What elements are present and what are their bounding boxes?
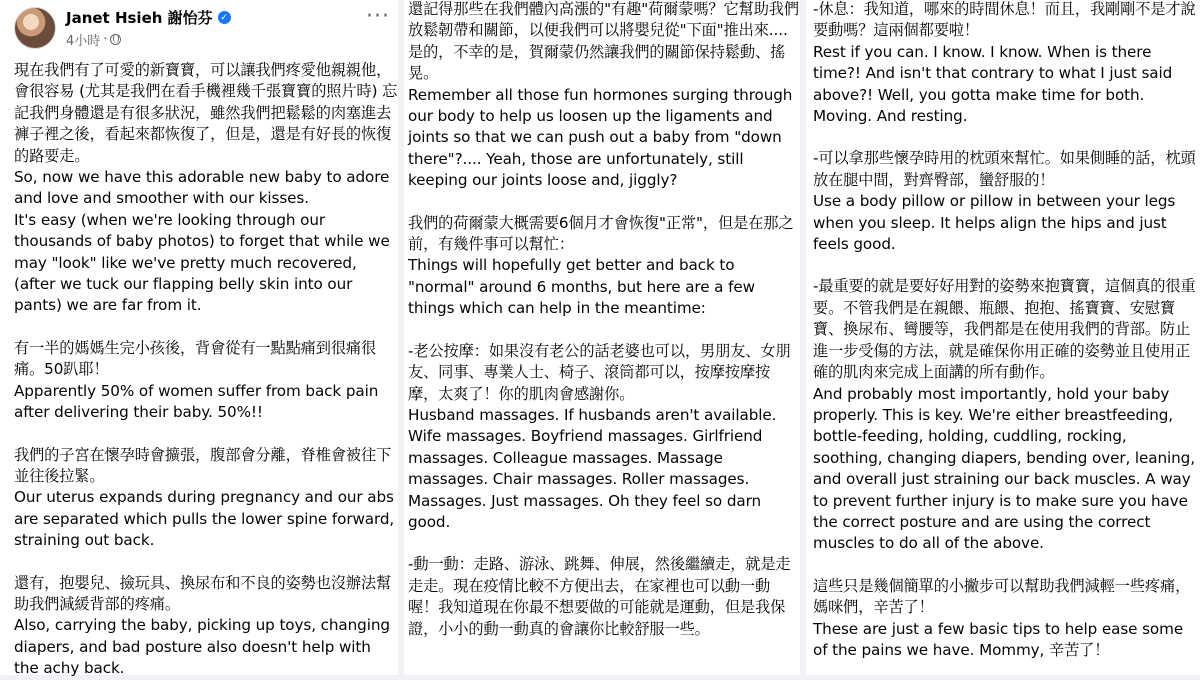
post-paragraph: 有一半的媽媽生完小孩後，背會從有一點點痛到很痛很痛。50趴耶！ Apparently 50% of women suffer from back pain after delivering their baby. 50%!! (14, 338, 379, 422)
author-info (66, 7, 231, 49)
verified-badge-icon: ✓ (218, 11, 231, 24)
post-paragraph: -老公按摩：如果沒有老公的話老婆也可以，男朋友、女朋友、同事、專業人士、椅子、滾筒都可以，按摩按摩按摩，太爽了！你的肌肉會感謝你。 Husband massages. If husbands aren't available. Wife massages. Boyfriend massages. Girlfriend massages. Colleague massages. Massage massages. Chair massages. Roller massages. Massages. Just massages. Oh they feel so darn good. (408, 341, 791, 531)
post-paragraph: -可以拿那些懷孕時用的枕頭來幫忙。如果側睡的話，枕頭放在腿中間，對齊臀部，蠻舒服的！ Use a body pillow or pillow in between your legs when you sleep. It helps align the hips and just feels good. (813, 149, 1196, 254)
post-time[interactable]: 4小時 (66, 34, 101, 49)
post-header (14, 0, 398, 56)
meta-separator: · (103, 32, 108, 47)
post-column-2 (404, 0, 800, 675)
post-paragraph: 我們的荷爾蒙大概需要6個月才會恢復"正常"，但是在那之前，有幾件事可以幫忙： Things will hopefully get better and back to "normal" around 6 months, but here are a few things which can help in the meantime: (408, 213, 794, 318)
post-paragraph: 我們的子宮在懷孕時會擴張，腹部會分離，脊椎會被往下並往後拉緊。 Our uterus expands during pregnancy and our abs are separated which pulls the lower spine forward, straining out back. (14, 445, 395, 550)
post-paragraph: 還有，抱嬰兒、撿玩具、換尿布和不良的姿勢也沒辦法幫助我們減緩背部的疼痛。 Also, carrying the baby, picking up toys, changing diapers, and bad posture also doesn't help with the achy back. (14, 573, 392, 678)
post-paragraph: 還記得那些在我們體內高漲的"有趣"荷爾蒙嗎？它幫助我們放鬆韌帶和關節，以便我們可以將嬰兒從"下面"推出來....是的，不幸的是，賀爾蒙仍然讓我們的關節保持鬆動、搖晃。 Remember all those fun hormones surging through our body to help us loosen up the ligaments and joints so that we can push out a baby from "down there"?.... Yeah, those are unfortunately, still keeping our joints loose and, jiggly? (408, 0, 799, 190)
author-name[interactable]: Janet Hsieh 謝怡芬 (66, 9, 213, 27)
globe-icon[interactable] (110, 34, 121, 45)
post-body-2 (408, 0, 800, 640)
post-paragraph: 現在我們有了可愛的新寶寶，可以讓我們疼愛他親親他，會很容易 (尤其是我們在看手機裡幾千張寶寶的照片時) 忘記我們身體還是有很多狀況，雖然我們把鬆鬆的肉塞進去褲子裡之後，看起來都恢復了，但是，還是有好長的恢復的路要走。 So, now we have this adorable new baby to adore and love and smoother with our kisses. It's easy (when we're looking through our thousands of baby photos) to forget that while we may "look" like we've pretty much recovered, (after we tuck our flapping belly skin into our pants) we are far from it. (14, 61, 398, 315)
post-paragraph: -最重要的就是要好好用對的姿勢來抱寶寶，這個真的很重要。不管我們是在親餵、瓶餵、抱抱、搖寶寶、安慰寶寶、換尿布、彎腰等，我們都是在使用我們的背部。防止進一步受傷的方法，就是確保你用正確的姿勢並且使用正確的肌肉來完成上面講的所有動作。 And probably most importantly, hold your baby properly. This is key. We're either breastfeeding, bottle-feeding, holding, cuddling, rocking, soothing, changing diapers, bending over, leaning, and overall just straining our back muscles. A way to prevent further injury is to make sure you have the correct posture and are using the correct muscles to do all of the above. (813, 277, 1196, 553)
post-paragraph: 這些只是幾個簡單的小撇步可以幫助我們減輕一些疼痛，媽咪們，辛苦了！ These are just a few basic tips to help ease some of the pains we have. Mommy, 辛苦了！ (813, 576, 1191, 659)
more-options-icon[interactable]: ··· (366, 4, 390, 29)
post-column-3 (806, 0, 1200, 675)
post-body-3 (813, 0, 1200, 661)
post-paragraph: -動一動：走路、游泳、跳舞、伸展，然後繼續走，就是走走走。現在疫情比較不方便出去，在家裡也可以動一動喔！我知道現在你最不想要做的可能就是運動，但是我保證，小小的動一動真的會讓你比較舒服一些。 (408, 555, 791, 638)
post-paragraph: -休息：我知道，哪來的時間休息！而且，我剛剛不是才說要動嗎？這兩個都要啦！ Rest if you can. I know. I know. When is there time?! And isn't that contrary to what I just said above?! Well, you gotta make time for both. Moving. And resting. (813, 0, 1196, 126)
avatar[interactable] (14, 7, 56, 49)
post-body-1 (14, 60, 398, 680)
post-column-1 (0, 0, 398, 678)
